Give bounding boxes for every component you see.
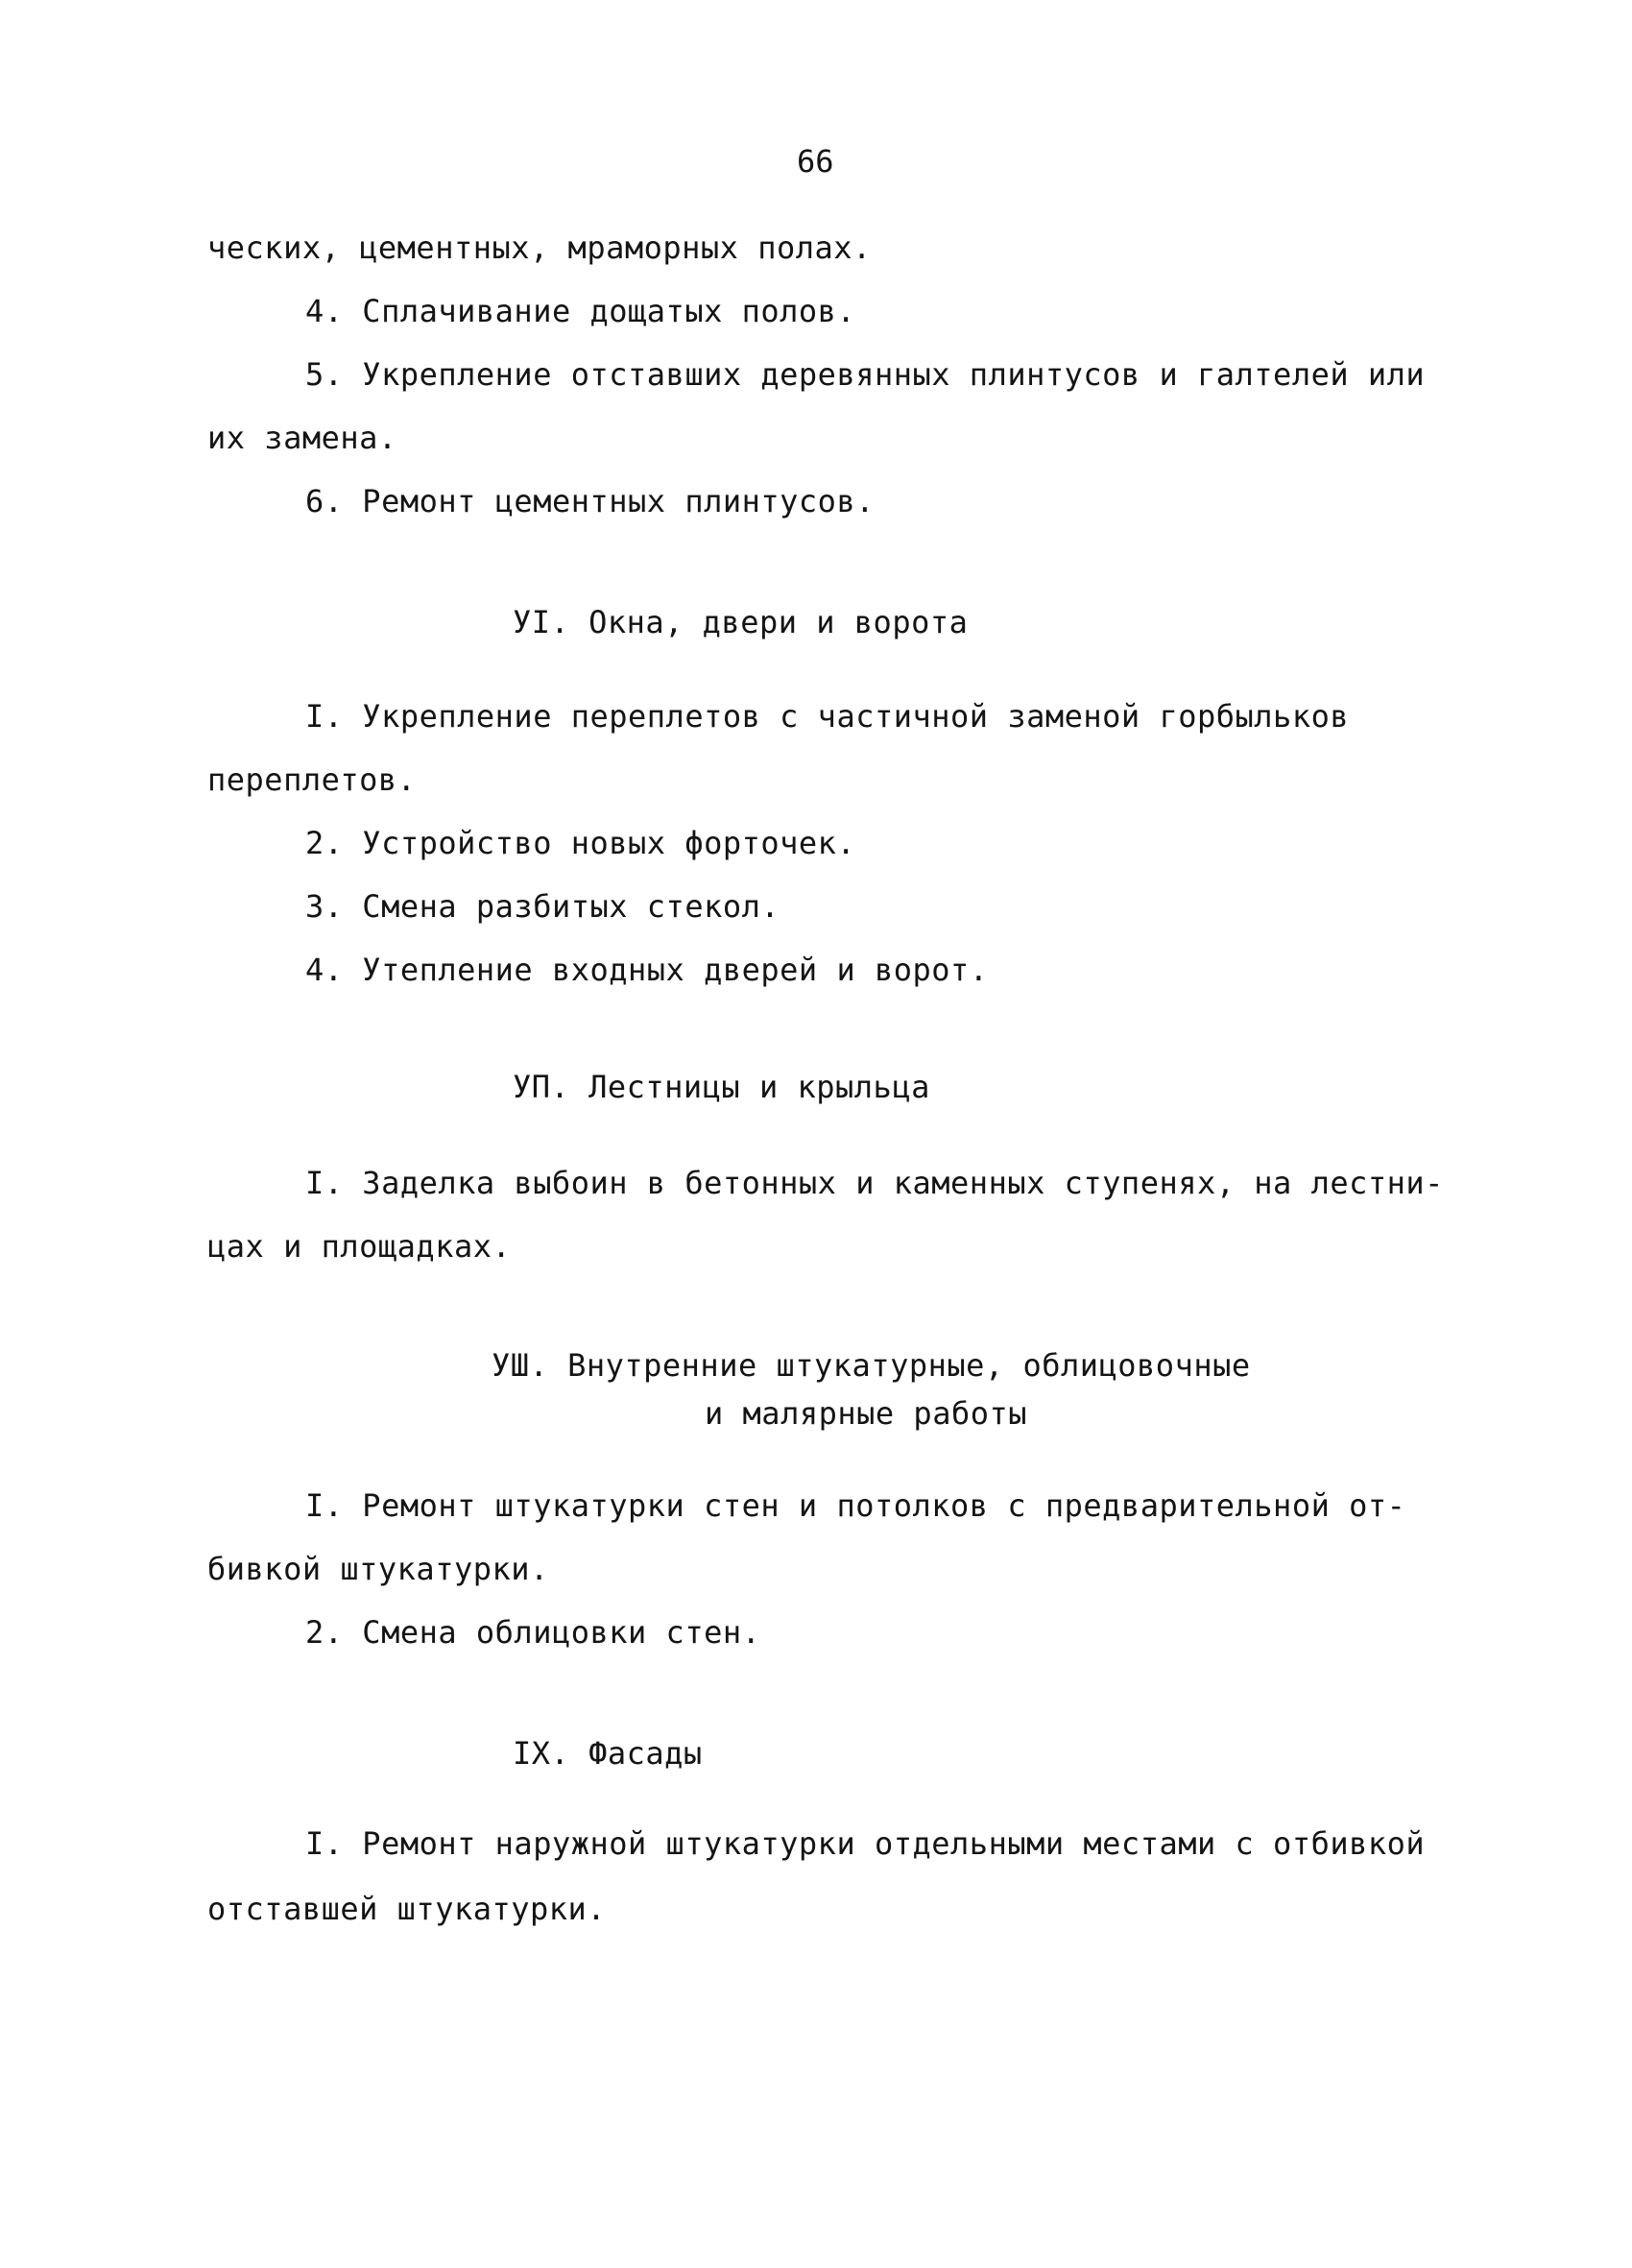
list-item: I. Ремонт штукатурки стен и потолков с предварительной от- [305, 1487, 1406, 1524]
list-item: I. Заделка выбоин в бетонных и каменных ступенях, на лестни- [305, 1165, 1444, 1201]
text-line: цах и площадках. [207, 1228, 512, 1265]
text-line: переплетов. [207, 761, 417, 798]
section-heading: УШ. Внутренние штукатурные, облицовочные [492, 1347, 1251, 1384]
page-number: 66 [797, 143, 834, 180]
list-item: 6. Ремонт цементных плинтусов. [305, 483, 875, 519]
text-line: их замена. [207, 420, 397, 456]
section-heading: УП. Лестницы и крыльца [513, 1069, 930, 1105]
text-line: ческих, цементных, мраморных полах. [207, 229, 872, 266]
section-heading-cont: и малярные работы [705, 1395, 1028, 1432]
list-item: 2. Смена облицовки стен. [305, 1614, 761, 1651]
text-line: бивкой штукатурки. [207, 1551, 549, 1587]
section-heading: IX. Фасады [513, 1735, 703, 1772]
text-line: отставшей штукатурки. [207, 1891, 607, 1927]
list-item: 5. Укрепление отставших деревянных плинтусов и галтелей или [305, 356, 1426, 393]
section-heading: УI. Окна, двери и ворота [513, 604, 969, 640]
list-item: 2. Устройство новых форточек. [305, 825, 856, 861]
list-item: I. Укрепление переплетов с частичной заменой горбыльков [305, 698, 1350, 735]
list-item: 4. Утепление входных дверей и ворот. [305, 952, 989, 988]
list-item: 4. Сплачивание дощатых полов. [305, 293, 856, 329]
list-item: I. Ремонт наружной штукатурки отдельными местами с отбивкой [305, 1825, 1426, 1862]
list-item: 3. Смена разбитых стекол. [305, 888, 780, 925]
